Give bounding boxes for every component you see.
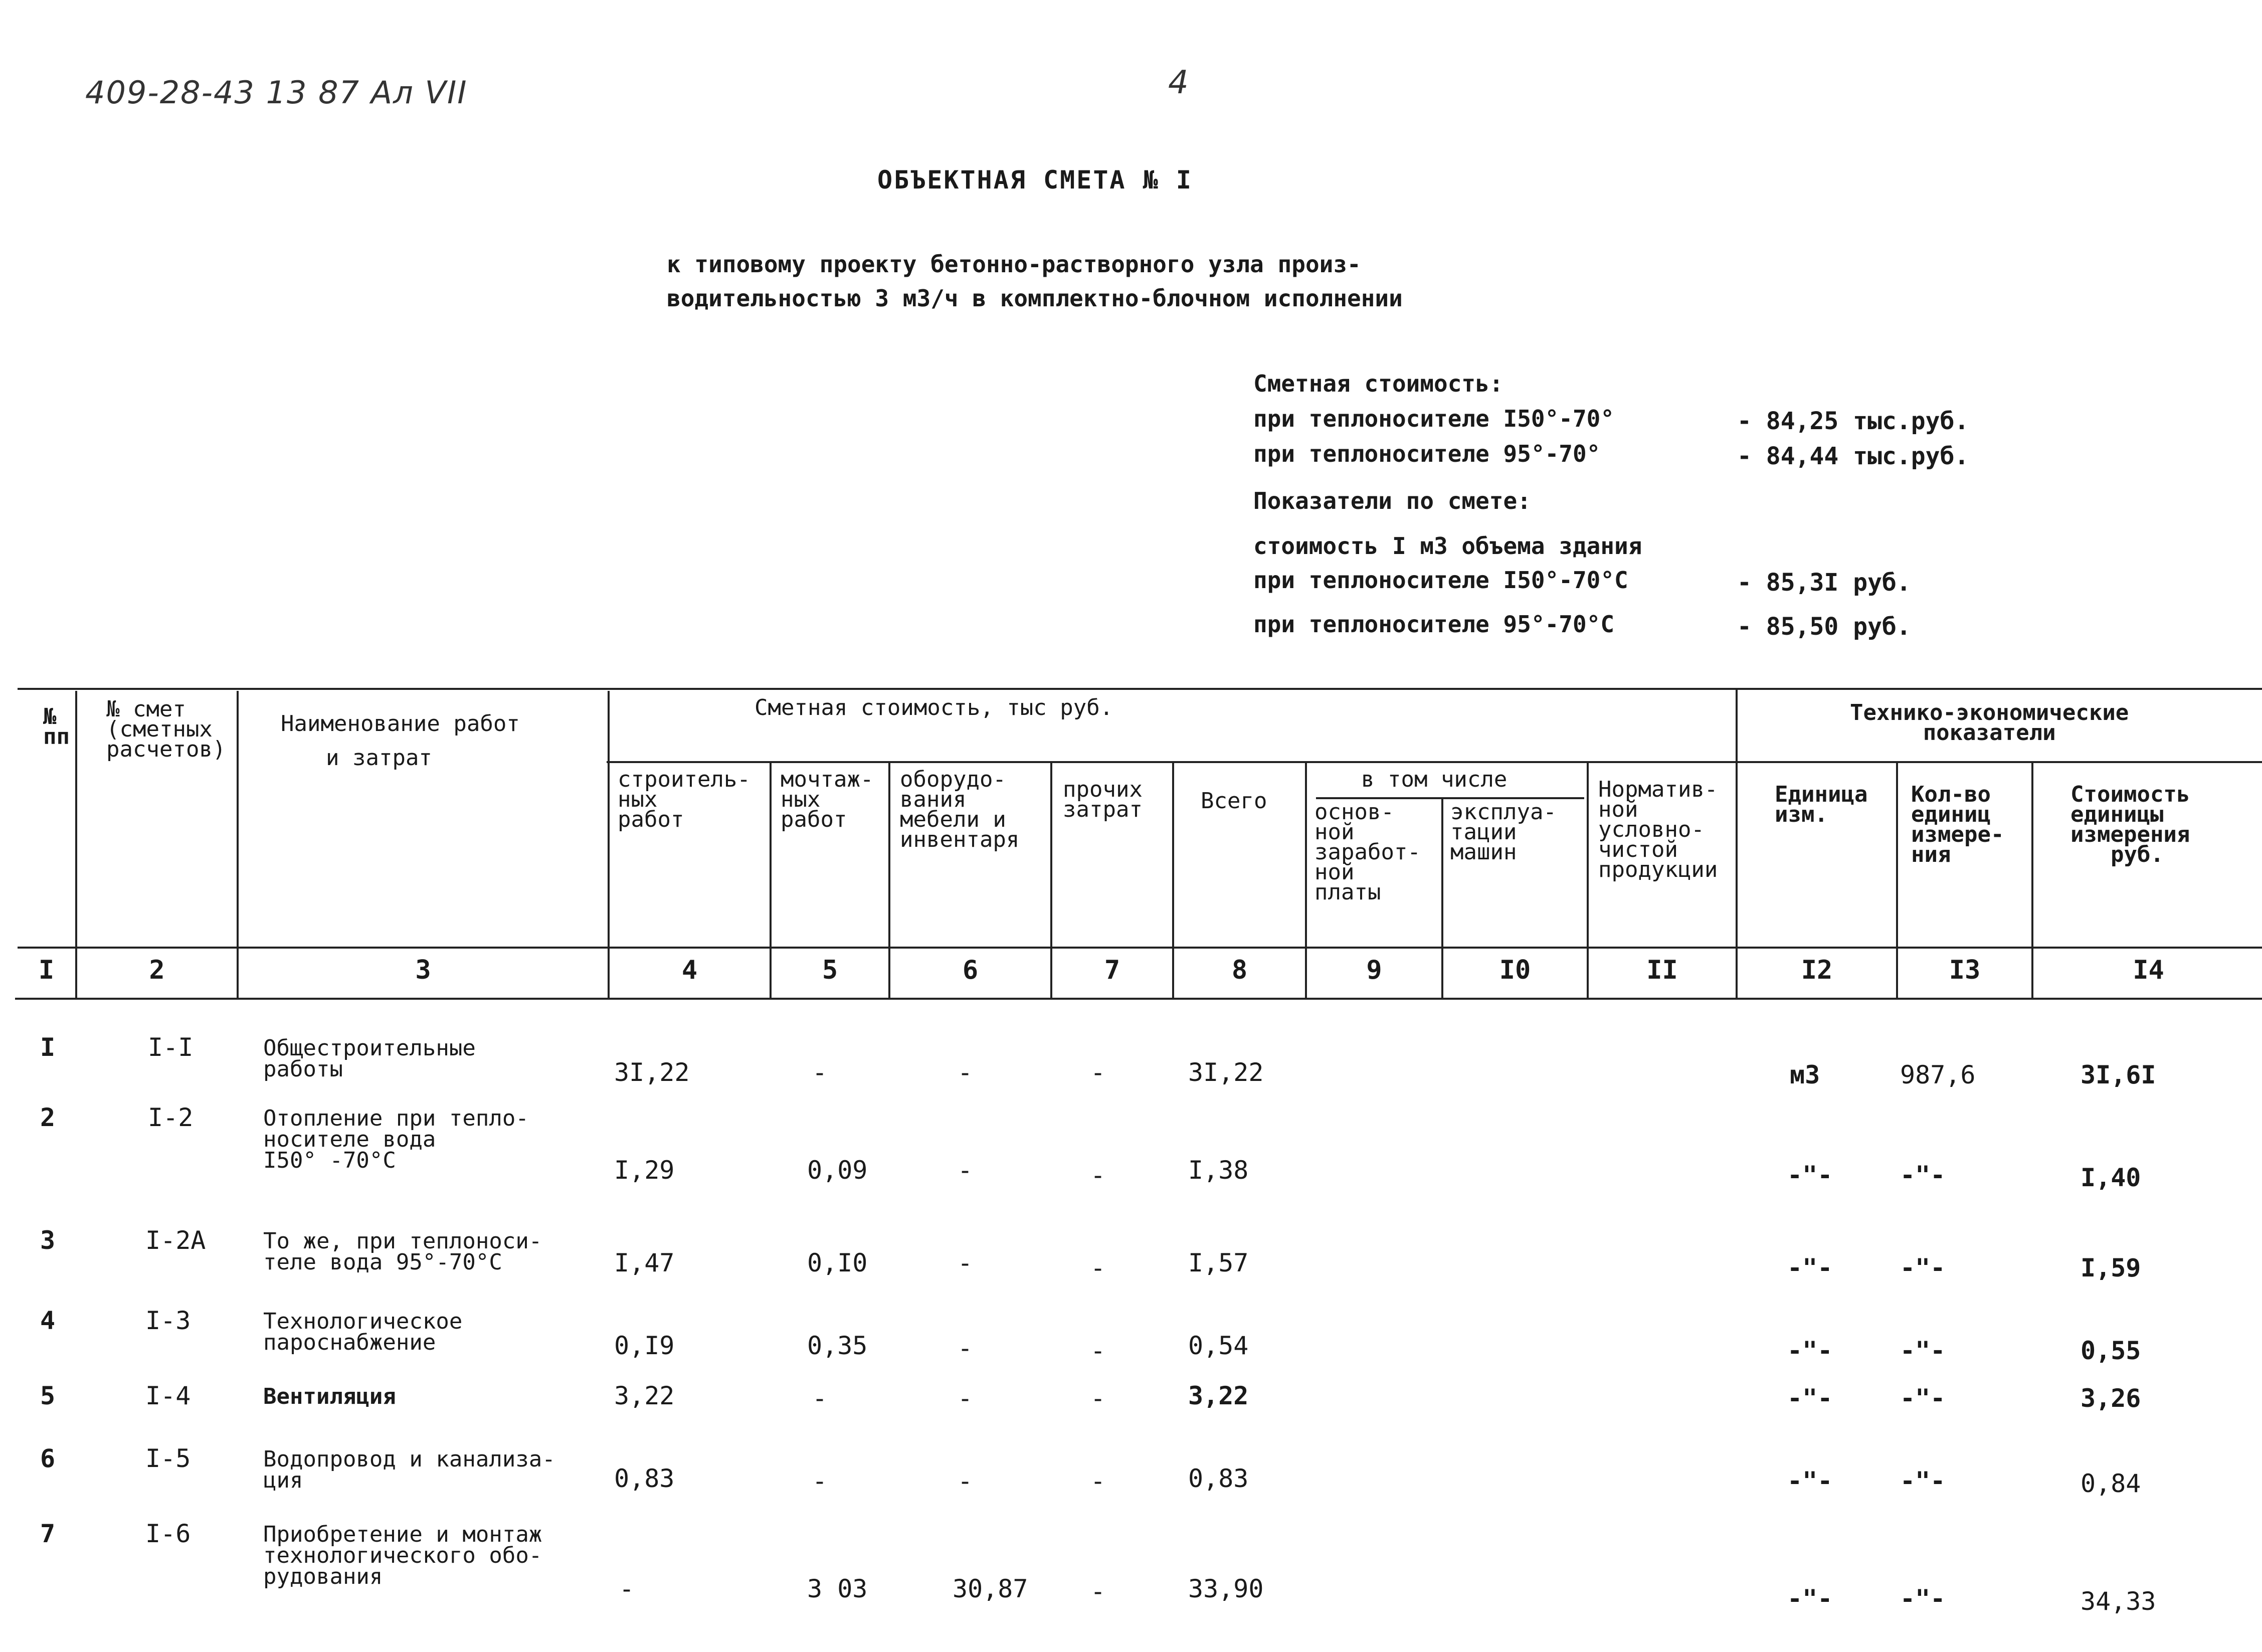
cost-total: 3I,22 (1188, 1058, 1264, 1087)
header-text: показатели (1923, 720, 2056, 746)
header-text: № смет (106, 696, 186, 722)
work-name-line: I50° -70°C (263, 1148, 396, 1173)
cost-other: - (1090, 1058, 1106, 1087)
header-text: эксплуа- (1450, 799, 1557, 825)
header-text: ной (1314, 859, 1355, 885)
unit-quantity: -"- (1900, 1384, 1946, 1413)
work-name (263, 1524, 542, 1587)
unit-line-2-value: - 85,50 руб. (1737, 613, 1911, 641)
smeta-number: I-6 (145, 1519, 191, 1548)
work-name-line: ция (263, 1467, 303, 1493)
header-col-2 (106, 696, 226, 762)
header-text: чистой (1598, 837, 1678, 862)
document-code: 409-28-43 13 87 Ал VII (85, 74, 468, 111)
cost-other: - (1090, 1161, 1106, 1190)
work-name-line: Отопление при тепло- (263, 1106, 529, 1131)
header-text: Стоимость (2070, 782, 2190, 807)
smeta-number: I-5 (145, 1444, 191, 1473)
header-text: и затрат (326, 745, 432, 771)
smeta-number: I-2 (148, 1103, 194, 1132)
cost-line-1-value: - 84,25 тыс.руб. (1737, 407, 1969, 435)
smeta-number: I-2A (145, 1226, 206, 1255)
header-text: Технико-экономические (1850, 700, 2129, 725)
row-number: 7 (40, 1519, 56, 1548)
cost-equipment: - (958, 1248, 973, 1277)
header-text: единицы (2070, 802, 2164, 827)
column-number: 3 (415, 955, 431, 985)
header-text: основ- (1314, 799, 1394, 825)
unit-cost: 3I,6I (2081, 1060, 2156, 1089)
work-name-line: носителе вода (263, 1127, 436, 1152)
header-text: затрат (1063, 797, 1143, 822)
unit-cost-heading: стоимость I м3 объема здания (1253, 532, 1642, 560)
cost-total: I,38 (1188, 1156, 1249, 1185)
cost-equipment: 30,87 (953, 1574, 1028, 1603)
cost-construction: 3,22 (614, 1381, 675, 1410)
row-number: 4 (40, 1306, 56, 1335)
header-col-11 (1598, 777, 1718, 882)
cost-construction: 3I,22 (614, 1058, 690, 1087)
cost-total: 0,83 (1188, 1464, 1249, 1493)
header-text: прочих (1063, 777, 1143, 802)
work-name (263, 1108, 529, 1171)
unit-measure: -"- (1787, 1384, 1833, 1413)
header-col-14 (2070, 782, 2190, 867)
cost-installation: 0,I0 (807, 1248, 868, 1277)
unit-line-1-value: - 85,3I руб. (1737, 569, 1911, 597)
header-text: машин (1450, 839, 1517, 865)
column-number: I4 (2133, 955, 2164, 985)
header-text: продукции (1598, 857, 1718, 882)
work-name (263, 1228, 542, 1275)
header-group-cost: Сметная стоимость, тыс руб. (755, 695, 1113, 720)
unit-measure: -"- (1787, 1584, 1833, 1613)
unit-quantity: -"- (1900, 1253, 1946, 1282)
cost-line-1-label: при теплоносителе I50°-70° (1253, 405, 1615, 432)
column-number: 6 (962, 955, 979, 985)
unit-measure: м3 (1790, 1060, 1820, 1089)
unit-cost: I,40 (2081, 1163, 2141, 1192)
header-text: работ (781, 807, 847, 832)
cost-construction: 0,I9 (614, 1331, 675, 1360)
smeta-number: I-I (148, 1033, 194, 1062)
cost-equipment: - (958, 1334, 973, 1363)
cost-equipment: - (958, 1058, 973, 1087)
header-text: расчетов) (106, 737, 226, 762)
work-name (263, 1311, 462, 1353)
work-name-line: технологического обо- (263, 1543, 542, 1568)
header-col-1 (43, 704, 70, 750)
column-number: I (38, 955, 55, 985)
header-text: работ (618, 807, 684, 832)
cost-heading: Сметная стоимость: (1253, 370, 1503, 397)
header-text: изм. (1775, 802, 1828, 827)
header-text: Кол-во (1911, 782, 1991, 807)
column-number: 8 (1231, 955, 1248, 985)
header-col-8 (1201, 788, 1267, 814)
cost-construction: I,29 (614, 1156, 675, 1185)
header-text: единиц (1911, 802, 1991, 827)
row-number: 3 (40, 1226, 56, 1255)
work-name-line: пароснабжение (263, 1330, 436, 1355)
work-name-line: рудования (263, 1564, 383, 1589)
work-name-line: Общестроительные (263, 1035, 476, 1061)
cost-installation: - (812, 1058, 828, 1087)
header-col-6 (900, 767, 1020, 852)
unit-measure: -"- (1787, 1336, 1833, 1365)
unit-measure: -"- (1787, 1253, 1833, 1282)
header-text: Норматив- (1598, 777, 1718, 802)
header-text: заработ- (1314, 839, 1421, 865)
column-number: 7 (1104, 955, 1120, 985)
header-col-7 (1063, 777, 1143, 822)
document-title: ОБЪЕКТНАЯ СМЕТА № I (877, 165, 1193, 195)
unit-quantity: -"- (1900, 1466, 1946, 1496)
header-group-including: в том числе (1361, 767, 1507, 792)
work-name-line: Приобретение и монтаж (263, 1522, 542, 1547)
unit-measure: -"- (1787, 1466, 1833, 1496)
header-text: (сметных (106, 716, 213, 742)
cost-construction: I,47 (614, 1248, 675, 1277)
cost-total: 0,54 (1188, 1331, 1249, 1360)
unit-cost: 0,55 (2081, 1336, 2141, 1365)
header-group-tech (1850, 700, 2129, 746)
cost-installation: 3 03 (807, 1574, 868, 1603)
smeta-number: I-4 (145, 1381, 191, 1410)
work-name (263, 1386, 396, 1407)
header-text: мебели и (900, 807, 1006, 832)
header-text: вания (900, 787, 967, 812)
header-text: мочтаж- (781, 767, 874, 792)
cost-other: - (1090, 1466, 1106, 1496)
header-text: инвентаря (900, 827, 1020, 852)
cost-other: - (1090, 1336, 1106, 1365)
header-col-9 (1314, 799, 1421, 905)
work-name-line: теле вода 95°-70°C (263, 1249, 502, 1275)
column-number: 9 (1366, 955, 1382, 985)
cost-line-2-value: - 84,44 тыс.руб. (1737, 442, 1969, 470)
header-col-10 (1450, 799, 1557, 865)
header-text: платы (1314, 879, 1381, 905)
cost-other: - (1090, 1384, 1106, 1413)
work-name-line: То же, при теплоноси- (263, 1228, 542, 1254)
header-text: ных (781, 787, 821, 812)
header-text: измерения (2070, 822, 2190, 847)
cost-total: 33,90 (1188, 1574, 1264, 1603)
header-text: Единица (1775, 782, 1868, 807)
unit-measure: -"- (1787, 1161, 1833, 1190)
row-number: 2 (40, 1103, 56, 1132)
unit-quantity: 987,6 (1900, 1060, 1976, 1089)
unit-cost: 34,33 (2081, 1587, 2156, 1616)
header-text: строитель- (618, 767, 750, 792)
unit-cost: 3,26 (2081, 1384, 2141, 1413)
header-text: Всего (1201, 788, 1267, 814)
cost-installation: - (812, 1466, 828, 1496)
indicators-heading: Показатели по смете: (1253, 487, 1531, 514)
smeta-number: I-3 (145, 1306, 191, 1335)
work-name (263, 1035, 476, 1082)
work-name-line: Водопровод и канализа- (263, 1446, 555, 1472)
header-text: условно- (1598, 817, 1705, 842)
subtitle-line-1: к типовому проекту бетонно-растворного узла произ- (667, 251, 1361, 278)
header-text: пп (43, 724, 70, 750)
header-col-3 (281, 707, 520, 775)
cost-equipment: - (958, 1384, 973, 1413)
column-number: 2 (149, 955, 165, 985)
unit-line-1-label: при теплоносителе I50°-70°C (1253, 567, 1628, 594)
cost-construction: - (619, 1574, 635, 1603)
header-text: ных (618, 787, 658, 812)
header-text: руб. (2111, 842, 2164, 867)
cost-installation: - (812, 1384, 828, 1413)
header-col-5 (781, 767, 874, 832)
cost-equipment: - (958, 1466, 973, 1496)
cost-equipment: - (958, 1156, 973, 1185)
cost-other: - (1090, 1577, 1106, 1606)
column-number: I3 (1949, 955, 1981, 985)
column-number: I2 (1801, 955, 1833, 985)
unit-quantity: -"- (1900, 1584, 1946, 1613)
cost-line-2-label: при теплоносителе 95°-70° (1253, 440, 1601, 467)
work-name-line: работы (263, 1056, 343, 1082)
column-number: I0 (1499, 955, 1531, 985)
column-number: 5 (822, 955, 838, 985)
header-text: ной (1598, 797, 1638, 822)
work-name-line: Вентиляция (263, 1384, 396, 1409)
header-text: оборудо- (900, 767, 1006, 792)
cost-installation: 0,35 (807, 1331, 868, 1360)
unit-cost: 0,84 (2081, 1469, 2141, 1498)
unit-cost: I,59 (2081, 1253, 2141, 1282)
header-col-12 (1775, 782, 1868, 827)
header-col-13 (1911, 782, 2004, 867)
work-name-line: Технологическое (263, 1309, 463, 1334)
work-name (263, 1446, 555, 1493)
cost-construction: 0,83 (614, 1464, 675, 1493)
header-text: ния (1911, 842, 1951, 867)
row-number: 5 (40, 1381, 56, 1410)
column-number: 4 (681, 955, 698, 985)
cost-total: I,57 (1188, 1248, 1249, 1277)
header-col-4 (618, 767, 750, 832)
column-number: II (1646, 955, 1678, 985)
header-text: № (43, 704, 57, 729)
cost-total: 3,22 (1188, 1381, 1249, 1410)
header-text: тации (1450, 819, 1517, 845)
unit-line-2-label: при теплоносителе 95°-70°C (1253, 611, 1615, 638)
subtitle-line-2: водительностью 3 м3/ч в комплектно-блочном исполнении (667, 285, 1403, 312)
row-number: 6 (40, 1444, 56, 1473)
unit-quantity: -"- (1900, 1336, 1946, 1365)
cost-installation: 0,09 (807, 1156, 868, 1185)
page-number: 4 (1168, 64, 1189, 101)
header-text: измере- (1911, 822, 2004, 847)
header-text: Наименование работ (281, 711, 520, 737)
header-text: ной (1314, 819, 1355, 845)
row-number: I (40, 1033, 56, 1062)
cost-other: - (1090, 1253, 1106, 1282)
unit-quantity: -"- (1900, 1161, 1946, 1190)
